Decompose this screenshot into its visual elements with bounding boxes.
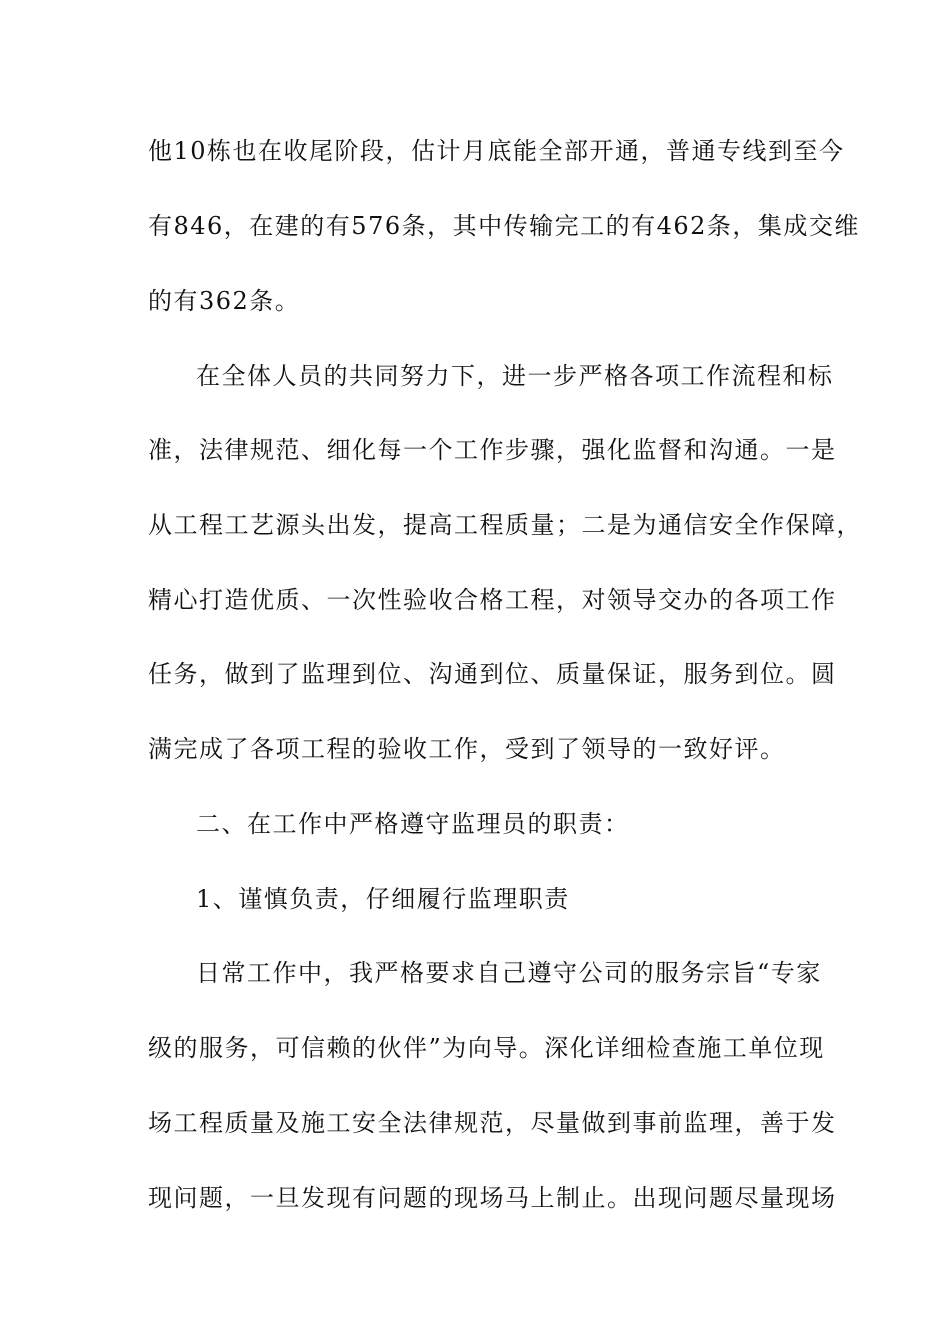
text-line-4: 在全体人员的共同努力下，进一步严格各项工作流程和标 [196,362,834,390]
text-line-8: 任务，做到了监理到位、沟通到位、质量保证，服务到位。圆 [148,660,837,688]
subsection-heading: 1、谨慎负责，仔细履行监理职责 [196,885,570,913]
text-line-6: 从工程工艺源头出发，提高工程质量；二是为通信安全作保障， [148,511,862,539]
text-line-5: 准，法律规范、细化每一个工作步骤，强化监督和沟通。一是 [148,436,837,464]
text-line-1: 他10栋也在收尾阶段，估计月底能全部开通，普通专线到至今 [148,137,845,165]
text-line-12: 日常工作中，我严格要求自己遵守公司的服务宗旨“专家 [196,959,822,987]
text-line-7: 精心打造优质、一次性验收合格工程，对领导交办的各项工作 [148,586,837,614]
text-line-9: 满完成了各项工程的验收工作，受到了领导的一致好评。 [148,735,786,763]
text-line-13: 级的服务，可信赖的伙伴”为向导。深化详细检查施工单位现 [148,1034,825,1062]
text-line-14: 场工程质量及施工安全法律规范，尽量做到事前监理，善于发 [148,1109,837,1137]
text-line-15: 现问题，一旦发现有问题的现场马上制止。出现问题尽量现场 [148,1184,837,1212]
text-line-2: 有846，在建的有576条，其中传输完工的有462条，集成交维 [148,212,860,240]
text-line-3: 的有362条。 [148,287,301,315]
section-heading: 二、在工作中严格遵守监理员的职责： [196,810,630,838]
